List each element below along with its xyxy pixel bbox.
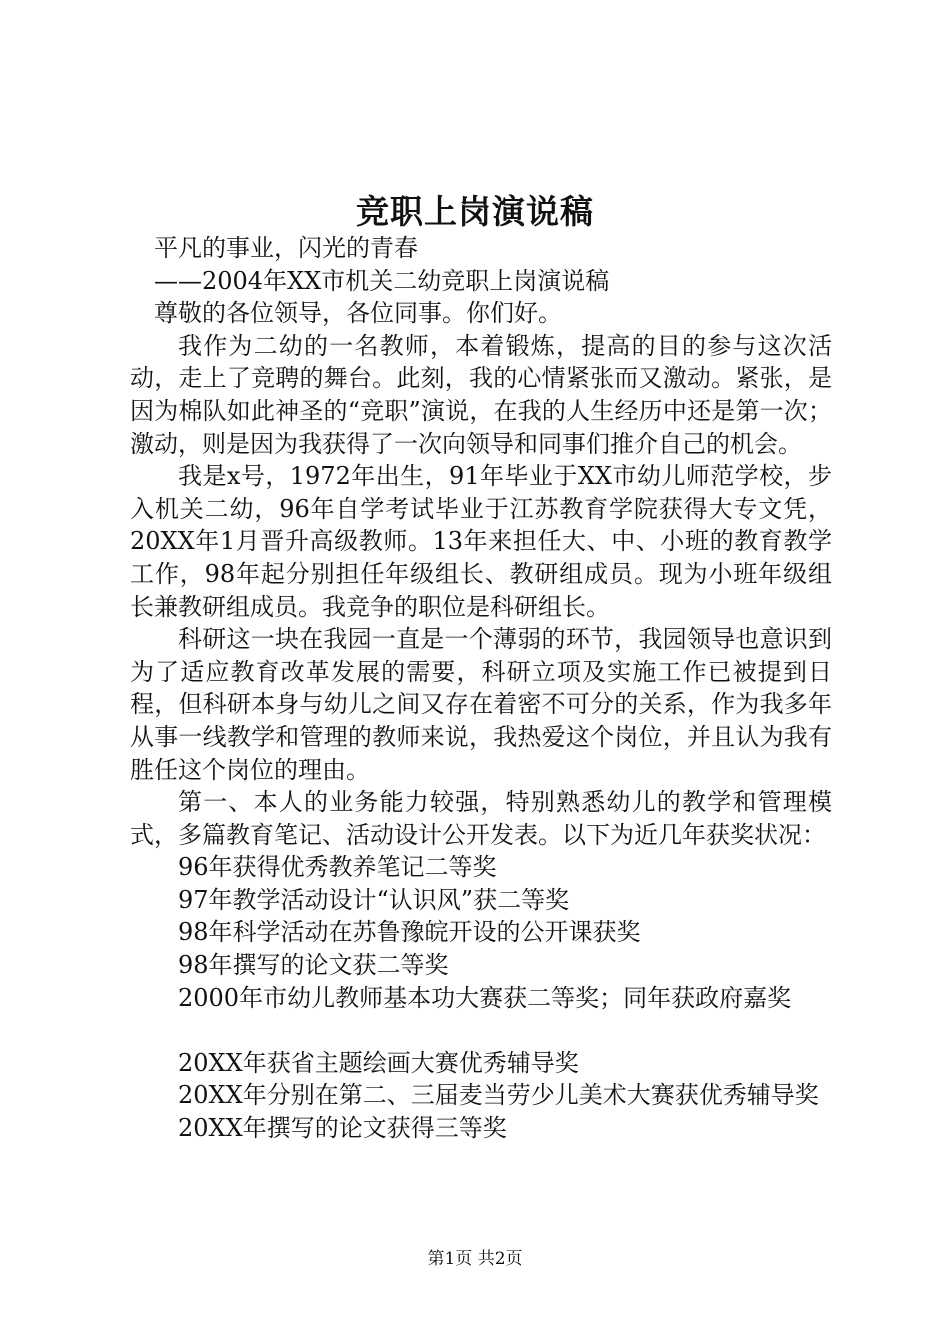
paragraph-intro: 我作为二幼的一名教师，本着锻炼，提高的目的参与这次活动，走上了竞聘的舞台。此刻，我的心情紧张而又激动。紧张，是因为棉队如此神圣的“竞职”演说，在我的人生经历中还是第一次；激动，则是因为我获得了一次向领导和同事们推介自己的机会。: [130, 331, 832, 458]
award-item: 98年科学活动在苏鲁豫皖开设的公开课获奖: [178, 918, 641, 947]
award-item: 20XX年撰写的论文获得三等奖: [178, 1114, 507, 1143]
paragraph-research: 科研这一块在我园一直是一个薄弱的环节，我园领导也意识到为了适应教育改革发展的需要，科研立项及实施工作已被提到日程，但科研本身与幼儿之间又存在着密不可分的关系，作为我多年从事一线教学和管理的教师来说，我热爱这个岗位，并且认为我有胜任这个岗位的理由。: [130, 625, 832, 784]
document-title: 竞职上岗演说稿: [356, 192, 594, 231]
paragraph-ability: 第一、本人的业务能力较强，特别熟悉幼儿的教学和管理模式，多篇教育笔记、活动设计公开发表。以下为近几年获奖状况：: [130, 788, 832, 849]
award-item: 20XX年获省主题绘画大赛优秀辅导奖: [178, 1048, 579, 1077]
award-item: 98年撰写的论文获二等奖: [178, 951, 449, 980]
award-item: 2000年市幼儿教师基本功大赛获二等奖；同年获政府嘉奖: [178, 983, 792, 1012]
document-body: [130, 232, 832, 1145]
award-item: 20XX年分别在第二、三届麦当劳少儿美术大赛获优秀辅导奖: [178, 1081, 819, 1110]
award-item: 96年获得优秀教养笔记二等奖: [178, 853, 497, 882]
paragraph-background: 我是x号，1972年出生，91年毕业于XX市幼儿师范学校，步入机关二幼，96年自学考试毕业于江苏教育学院获得大专文凭，20XX年1月晋升高级教师。13年来担任大、中、小班的教育教学工作，98年起分别担任年级组长、教研组成员。现为小班年级组长兼教研组成员。我竞争的职位是科研组长。: [130, 462, 832, 621]
page-footer: 第1页 共2页: [427, 1249, 523, 1269]
award-item: 97年教学活动设计“认识风”获二等奖: [178, 885, 570, 914]
speech-subtitle: 平凡的事业，闪光的青春: [154, 234, 418, 262]
blank-line: [130, 1014, 832, 1047]
greeting: 尊敬的各位领导，各位同事。你们好。: [154, 299, 562, 328]
speech-subheading: ——2004年XX市机关二幼竞职上岗演说稿: [154, 266, 610, 295]
